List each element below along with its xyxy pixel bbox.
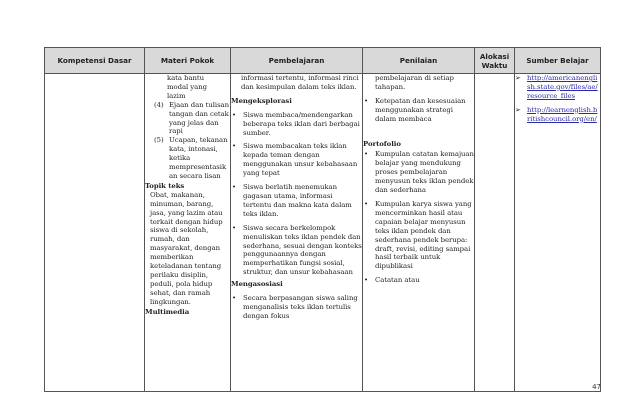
header-penilaian: Penilaian (363, 48, 475, 74)
materi-lead: kata bantu modal yang lazim (167, 74, 207, 100)
kompetensi-cell (45, 74, 145, 392)
penilaian-list (363, 97, 474, 124)
list-item: • Siswa membaca/mendengarkan beberapa teks iklan dari berbagai sumber. (232, 110, 360, 137)
alokasi-cell (475, 74, 515, 392)
header-pembelajaran: Pembelajaran (231, 48, 363, 74)
source-link[interactable]: http://learnenglish.britishcouncil.org/en/ (527, 105, 598, 123)
sumber-cell (515, 74, 601, 392)
syllabus-table (44, 47, 601, 392)
table-row (45, 74, 601, 392)
bullet-icon: • (364, 96, 369, 105)
header-materi: Materi Pokok (145, 48, 231, 74)
bullet-icon: • (232, 142, 237, 151)
materi-item: (5) Ucapan, tekanan kata, intonasi, ketika mempresentasik an secara lisan (154, 136, 228, 180)
bullet-icon: • (364, 276, 369, 285)
bullet-icon: • (364, 150, 369, 159)
list-item: • Siswa berlatih menemukan gagasan utama, informasi tertentu dan makna kata dalam teks iklan. (232, 183, 352, 218)
list-item (515, 74, 600, 101)
bullet-icon: • (232, 183, 237, 192)
arrow-bullet-icon: ➢ (515, 74, 521, 82)
portofolio-list (363, 150, 474, 285)
header-sumber: Sumber Belajar (515, 48, 601, 74)
sumber-list (515, 74, 600, 124)
multimedia-title: Multimedia (145, 307, 190, 316)
page-number: 47 (592, 383, 601, 391)
bullet-icon: • (232, 294, 237, 303)
list-item (515, 106, 600, 124)
bullet-icon: • (232, 223, 237, 232)
arrow-bullet-icon: ➢ (515, 105, 521, 114)
pembelajaran-lead: informasi tertentu, informasi rinci dan kesimpulan dalam teks iklan. (241, 74, 359, 91)
list-item: • Catatan atau (364, 276, 420, 285)
list-item: • Kumpulan catatan kemajuan belajar yang mendukung proses pembelajaran menyusun teks iklan pendek dan sederhana (364, 150, 474, 195)
penilaian-cell (363, 74, 475, 392)
materi-item: (4) Ejaan dan tulisan tangan dan cetak yang jelas dan rapi (154, 100, 230, 136)
asosiasi-title: Mengasosiasi (231, 280, 283, 289)
topik-title: Topik teks (145, 181, 185, 190)
portofolio-title: Portofolio (363, 139, 401, 148)
header-kompetensi: Kompetensi Dasar (45, 48, 145, 74)
asosiasi-list (231, 294, 362, 321)
list-item: • Siswa secara berkelompok menuliskan teks iklan pendek dan sederhana, sesuai dengan konteks penggunaannya dengan memperhatikan fungsi sosial, struktur, dan unsur kebahasaan (232, 223, 362, 277)
source-link[interactable]: http://americanenglish.state.gov/files/ae/resource_files (527, 74, 598, 100)
list-item: • Kumpulan karya siswa yang mencerminkan hasil atau capaian belajar menyusun teks iklan pendek dan sederhana pendek berupa: draft, revisi, editing sampai hasil terbaik untuk dipublikasi (364, 199, 472, 271)
bullet-icon: • (232, 110, 237, 119)
topik-text: Obat, makanan, minuman, barang, jasa, yang lazim atau terkait dengan hidup siswa di sekolah, rumah, dan masyarakat, dengan memberikan keteladanan tentang perilaku disiplin, peduli, pola hidup sehat, dan ramah lingkungan. (150, 190, 223, 306)
list-item: • Secara berpasangan siswa saling menganalisis teks iklan tertulis dengan fokus (232, 294, 358, 320)
eksplorasi-title: Mengeksplorasi (231, 96, 292, 105)
header-alokasi: Alokasi Waktu (475, 48, 515, 74)
list-item: • Ketepatan dan kesesuaian menggunakan strategi dalam membaca (364, 96, 466, 123)
penilaian-lead: pembelajaran di setiap tahapan. (375, 74, 454, 91)
list-item: • Siswa membacakan teks iklan kepada teman dengan menggunakan unsur kebahasaan yang tepat (232, 142, 358, 178)
bullet-icon: • (364, 199, 369, 208)
pembelajaran-cell (231, 74, 363, 392)
eksplorasi-list (231, 111, 362, 277)
materi-cell (145, 74, 231, 392)
table-header-row (45, 48, 601, 74)
